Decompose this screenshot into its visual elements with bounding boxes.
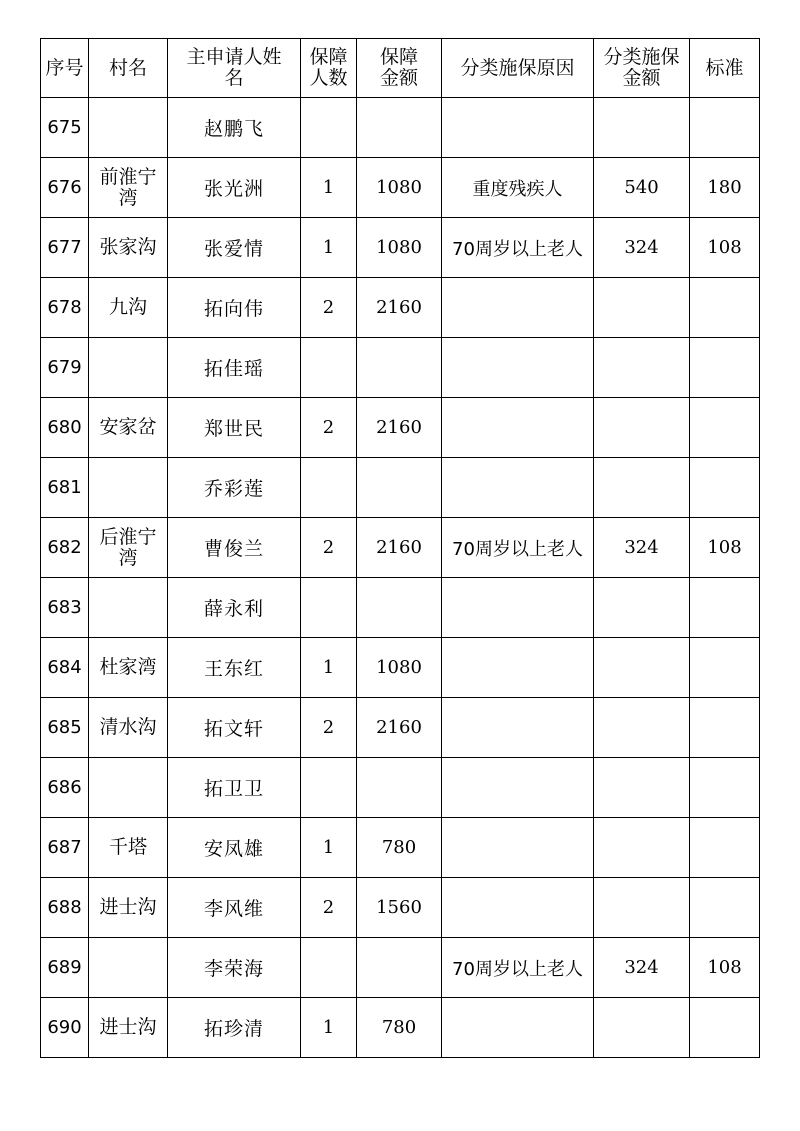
- cell-village: 清水沟: [89, 698, 168, 758]
- cell-persons: 2: [301, 698, 357, 758]
- cell-village: [89, 578, 168, 638]
- cell-reason: [442, 98, 594, 158]
- cell-reason: [442, 698, 594, 758]
- cell-class-amount: [594, 698, 690, 758]
- cell-seq: 690: [41, 998, 89, 1058]
- cell-amount: 2160: [357, 698, 442, 758]
- cell-village: 杜家湾: [89, 638, 168, 698]
- cell-persons: [301, 458, 357, 518]
- cell-class-amount: [594, 458, 690, 518]
- cell-seq: 681: [41, 458, 89, 518]
- table-row: [41, 698, 760, 758]
- cell-persons: [301, 578, 357, 638]
- cell-reason: [442, 338, 594, 398]
- cell-class-amount: 540: [594, 158, 690, 218]
- table-row: [41, 818, 760, 878]
- cell-applicant: 曹俊兰: [168, 518, 301, 578]
- cell-applicant: 拓佳瑶: [168, 338, 301, 398]
- cell-village: 张家沟: [89, 218, 168, 278]
- cell-class-amount: [594, 998, 690, 1058]
- cell-persons: 2: [301, 518, 357, 578]
- cell-class-amount: [594, 398, 690, 458]
- table-row: [41, 578, 760, 638]
- cell-amount: 780: [357, 818, 442, 878]
- cell-applicant: 张爱情: [168, 218, 301, 278]
- table-row: [41, 338, 760, 398]
- cell-applicant: 拓向伟: [168, 278, 301, 338]
- cell-seq: 684: [41, 638, 89, 698]
- cell-applicant: 拓卫卫: [168, 758, 301, 818]
- cell-persons: 2: [301, 398, 357, 458]
- cell-persons: 2: [301, 278, 357, 338]
- cell-applicant: 李荣海: [168, 938, 301, 998]
- cell-persons: [301, 938, 357, 998]
- table-row: [41, 878, 760, 938]
- header-reason: 分类施保原因: [442, 39, 594, 98]
- cell-village: 九沟: [89, 278, 168, 338]
- cell-reason: [442, 578, 594, 638]
- cell-class-amount: 324: [594, 218, 690, 278]
- cell-village: 后淮宁湾: [89, 518, 168, 578]
- header-persons: 保障人数: [301, 39, 357, 98]
- cell-reason: 70周岁以上老人: [442, 938, 594, 998]
- cell-standard: 180: [690, 158, 760, 218]
- cell-amount: 780: [357, 998, 442, 1058]
- cell-reason: 70周岁以上老人: [442, 518, 594, 578]
- cell-amount: [357, 758, 442, 818]
- cell-standard: 108: [690, 218, 760, 278]
- cell-standard: [690, 818, 760, 878]
- cell-applicant: 安凤雄: [168, 818, 301, 878]
- cell-standard: [690, 458, 760, 518]
- cell-class-amount: [594, 98, 690, 158]
- cell-standard: [690, 698, 760, 758]
- cell-seq: 679: [41, 338, 89, 398]
- cell-seq: 683: [41, 578, 89, 638]
- cell-standard: [690, 998, 760, 1058]
- table-body: [41, 98, 760, 1058]
- cell-applicant: 赵鹏飞: [168, 98, 301, 158]
- cell-village: 安家岔: [89, 398, 168, 458]
- cell-reason: [442, 398, 594, 458]
- cell-seq: 676: [41, 158, 89, 218]
- cell-amount: [357, 98, 442, 158]
- table-row: [41, 758, 760, 818]
- table-row: [41, 638, 760, 698]
- cell-applicant: 拓文轩: [168, 698, 301, 758]
- cell-seq: 686: [41, 758, 89, 818]
- cell-applicant: 张光洲: [168, 158, 301, 218]
- cell-persons: 1: [301, 998, 357, 1058]
- cell-seq: 675: [41, 98, 89, 158]
- header-seq: 序号: [41, 39, 89, 98]
- table-row: [41, 458, 760, 518]
- cell-amount: 2160: [357, 398, 442, 458]
- cell-standard: 108: [690, 518, 760, 578]
- cell-amount: [357, 458, 442, 518]
- cell-standard: 108: [690, 938, 760, 998]
- cell-class-amount: [594, 818, 690, 878]
- cell-village: 进士沟: [89, 998, 168, 1058]
- cell-standard: [690, 878, 760, 938]
- cell-persons: 1: [301, 218, 357, 278]
- cell-seq: 677: [41, 218, 89, 278]
- cell-class-amount: 324: [594, 938, 690, 998]
- header-amount: 保障金额: [357, 39, 442, 98]
- cell-applicant: 薛永利: [168, 578, 301, 638]
- cell-village: [89, 338, 168, 398]
- cell-reason: [442, 278, 594, 338]
- cell-seq: 682: [41, 518, 89, 578]
- table-row: [41, 938, 760, 998]
- table-row: [41, 518, 760, 578]
- cell-standard: [690, 278, 760, 338]
- table-row: [41, 98, 760, 158]
- cell-reason: [442, 998, 594, 1058]
- cell-amount: [357, 578, 442, 638]
- cell-persons: 1: [301, 818, 357, 878]
- cell-reason: [442, 818, 594, 878]
- cell-seq: 687: [41, 818, 89, 878]
- cell-reason: [442, 878, 594, 938]
- cell-reason: [442, 758, 594, 818]
- cell-village: [89, 458, 168, 518]
- table-row: [41, 278, 760, 338]
- cell-persons: 1: [301, 638, 357, 698]
- cell-applicant: 乔彩莲: [168, 458, 301, 518]
- table-row: [41, 398, 760, 458]
- header-standard: 标准: [690, 39, 760, 98]
- cell-class-amount: [594, 338, 690, 398]
- cell-standard: [690, 98, 760, 158]
- cell-amount: 1080: [357, 218, 442, 278]
- cell-village: 千塔: [89, 818, 168, 878]
- cell-seq: 678: [41, 278, 89, 338]
- header-applicant: 主申请人姓名: [168, 39, 301, 98]
- cell-standard: [690, 578, 760, 638]
- cell-persons: 2: [301, 878, 357, 938]
- cell-persons: [301, 338, 357, 398]
- table-header: [41, 39, 760, 98]
- cell-standard: [690, 638, 760, 698]
- cell-persons: 1: [301, 158, 357, 218]
- cell-applicant: 李风维: [168, 878, 301, 938]
- cell-reason: [442, 638, 594, 698]
- cell-standard: [690, 398, 760, 458]
- cell-class-amount: [594, 638, 690, 698]
- cell-amount: 2160: [357, 518, 442, 578]
- cell-village: [89, 758, 168, 818]
- cell-village: [89, 98, 168, 158]
- header-class-amount: 分类施保金额: [594, 39, 690, 98]
- cell-applicant: 王东红: [168, 638, 301, 698]
- cell-standard: [690, 338, 760, 398]
- cell-reason: 重度残疾人: [442, 158, 594, 218]
- cell-village: [89, 938, 168, 998]
- table-row: [41, 218, 760, 278]
- cell-reason: [442, 458, 594, 518]
- cell-class-amount: [594, 758, 690, 818]
- table-row: [41, 998, 760, 1058]
- cell-applicant: 郑世民: [168, 398, 301, 458]
- cell-class-amount: [594, 278, 690, 338]
- cell-standard: [690, 758, 760, 818]
- cell-class-amount: [594, 878, 690, 938]
- header-village: 村名: [89, 39, 168, 98]
- cell-persons: [301, 98, 357, 158]
- cell-amount: [357, 338, 442, 398]
- cell-seq: 685: [41, 698, 89, 758]
- cell-seq: 689: [41, 938, 89, 998]
- cell-reason: 70周岁以上老人: [442, 218, 594, 278]
- assistance-roster-table: [40, 38, 760, 1058]
- cell-class-amount: [594, 578, 690, 638]
- cell-amount: 2160: [357, 278, 442, 338]
- cell-amount: 1080: [357, 158, 442, 218]
- cell-class-amount: 324: [594, 518, 690, 578]
- header-row: [41, 39, 760, 98]
- table-row: [41, 158, 760, 218]
- cell-village: 进士沟: [89, 878, 168, 938]
- cell-seq: 688: [41, 878, 89, 938]
- cell-village: 前淮宁湾: [89, 158, 168, 218]
- cell-amount: [357, 938, 442, 998]
- cell-seq: 680: [41, 398, 89, 458]
- cell-amount: 1080: [357, 638, 442, 698]
- cell-persons: [301, 758, 357, 818]
- cell-applicant: 拓珍清: [168, 998, 301, 1058]
- cell-amount: 1560: [357, 878, 442, 938]
